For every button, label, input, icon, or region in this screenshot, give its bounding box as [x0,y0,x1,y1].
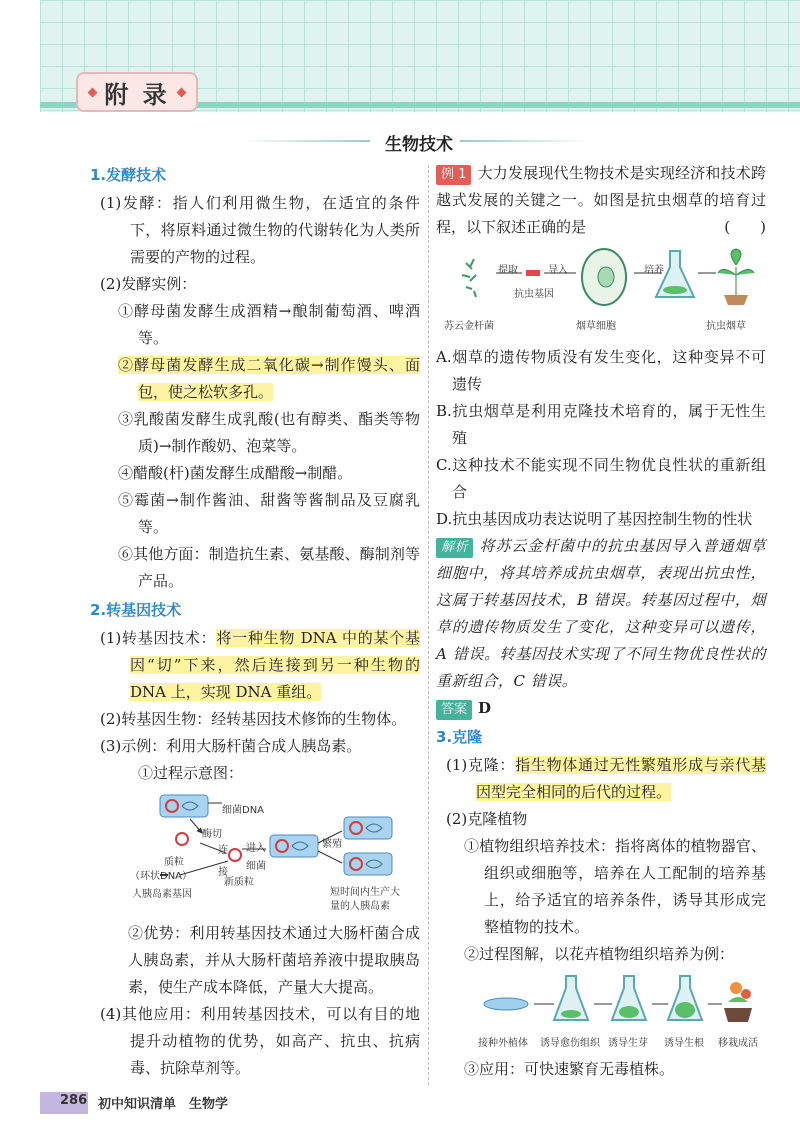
label: 新质粒 [224,877,254,888]
para: ①酵母菌发酵生成酒精→酿制葡萄酒、啤酒等。 [118,302,420,347]
example-question [436,160,766,241]
column-divider [428,165,429,1085]
para: (1)发酵：指人们利用微生物，在适宜的条件下，将原料通过微生物的代谢转化为人类所需要的产物的过程。 [100,194,420,266]
analysis [436,533,766,695]
example-tag: 例 1 [436,165,471,185]
label: 人胰岛素基因 [132,889,192,900]
label: 苏云金杆菌 [444,321,494,332]
label: 移栽成活 [718,1038,758,1049]
label: 培养 [644,265,664,276]
para: ②优势：利用转基因技术通过大肠杆菌合成人胰岛素，并从大肠杆菌培养液中提取胰岛素，使生产成本降低，产量大大提高。 [128,924,420,996]
answer-value: D [478,699,492,717]
para: ①过程示意图： [138,764,244,782]
para: ①植物组织培养技术：指将离体的植物器官、组织或细胞等，培养在人工配制的培养基上，给予适宜的培养条件，诱导其形成完整植物的技术。 [464,837,766,936]
heading-transgenic: 2.转基因技术 [90,601,182,619]
page-title: 生物技术 [385,135,453,155]
heading-fermentation: 1.发酵技术 [90,166,167,184]
option-d: D.抗虫基因成功表达说明了基因控制生物的性状 [436,510,753,528]
option-c: C.这种技术不能实现不同生物优良性状的重新组合 [436,456,766,501]
right-column [436,160,766,1083]
para: ②过程图解，以花卉植物组织培养为例： [464,945,735,963]
diamond-icon [88,87,98,97]
para [90,352,420,406]
label: 量的人胰岛素 [330,901,390,912]
label: 诱导生芽 [608,1038,648,1049]
label: 导入 [548,265,568,276]
label: (1)克隆： [446,756,516,774]
answer [436,695,766,722]
label: 接 [218,867,228,878]
badge-label: 附 录 [104,80,170,109]
para: ⑤霉菌→制作酱油、甜酱等酱制品及豆腐乳等。 [118,491,420,536]
label: 短时间内生产大 [330,887,400,898]
label: (1)转基因技术： [100,629,217,647]
label: 酶切 [202,829,222,840]
title-rule-left [240,140,370,142]
para: (2)克隆植物 [446,810,528,828]
label: （环状DNA） [130,871,193,882]
para: (2)发酵实例： [100,275,197,293]
label: 细菌 [246,861,266,872]
diamond-icon [176,87,186,97]
page-number: 286 [60,1093,88,1108]
label: 接种外植体 [478,1038,528,1049]
label: 繁殖 [322,839,342,850]
para: ⑥其他方面：制造抗生素、氨基酸、酶制剂等产品。 [118,545,420,590]
label: 烟草细胞 [576,321,616,332]
para: ③应用：可快速繁育无毒植株。 [464,1060,675,1078]
analysis-text: 将苏云金杆菌中的抗虫基因导入普通烟草细胞中，将其培养成抗虫烟草，表现出抗虫性，这属于转基因技术，B 错误。转基因过程中，烟草的遗传物质发生了变化，这种变异可以遗传，A 错误。转基因技术实现了不同生物优良性状的重新组合，C 错误。 [436,537,766,690]
highlight: 指生物体通过无性繁殖形成与亲代基因型完全相同的后代的过程。 [476,756,766,801]
option-a: A.烟草的遗传物质没有发生变化，这种变异不可遗传 [436,348,766,393]
para: (4)其他应用：利用转基因技术，可以有目的地提升动植物的优势，如高产、抗虫、抗病毒、抗除草剂等。 [100,1005,420,1077]
left-column [90,160,420,1082]
highlight: 将一种生物 DNA 中的某个基因“切”下来，然后连接到另一种生物的 DNA 上，实现 DNA 重组。 [130,629,420,701]
book-title: 初中知识清单 生物学 [98,1097,229,1112]
appendix-badge [76,72,198,112]
tissue-culture-diagram [436,972,766,1052]
insulin-diagram [90,791,420,916]
para: ④醋酸(杆)菌发酵生成醋酸→制醋。 [118,464,353,482]
para [436,752,766,806]
para: ③乳酸菌发酵生成乳酸(也有醇类、酯类等物质)→制作酸奶、泡菜等。 [118,410,420,455]
label: 连 [218,845,228,856]
question-text: 大力发展现代生物技术是实现经济和技术跨越式发展的关键之一。如图是抗虫烟草的培育过程，以下叙述正确的是 [436,164,766,236]
title-rule-right [460,140,590,142]
para [90,625,420,706]
heading-clone: 3.克隆 [436,728,483,746]
analysis-tag: 解析 [436,538,473,558]
answer-tag: 答案 [436,700,472,720]
answer-blank: ( ) [724,218,766,236]
label: 细菌DNA [222,805,265,816]
option-b: B.抗虫烟草是利用克隆技术培育的，属于无性生殖 [436,402,766,447]
highlight: ②酵母菌发酵生成二氧化碳→制作馒头、面包，使之松软多孔。 [118,356,420,401]
label: 诱导生根 [664,1038,704,1049]
tobacco-diagram [436,245,766,340]
label: 抗虫烟草 [706,321,746,332]
label: 质粒 [164,857,184,868]
label: 抗虫基因 [514,289,554,300]
para: (2)转基因生物：经转基因技术修饰的生物体。 [100,710,407,728]
para: (3)示例：利用大肠杆菌合成人胰岛素。 [100,737,362,755]
label: 诱导愈伤组织 [540,1038,600,1049]
label: 提取 [498,265,518,276]
label: 进入 [246,843,266,854]
